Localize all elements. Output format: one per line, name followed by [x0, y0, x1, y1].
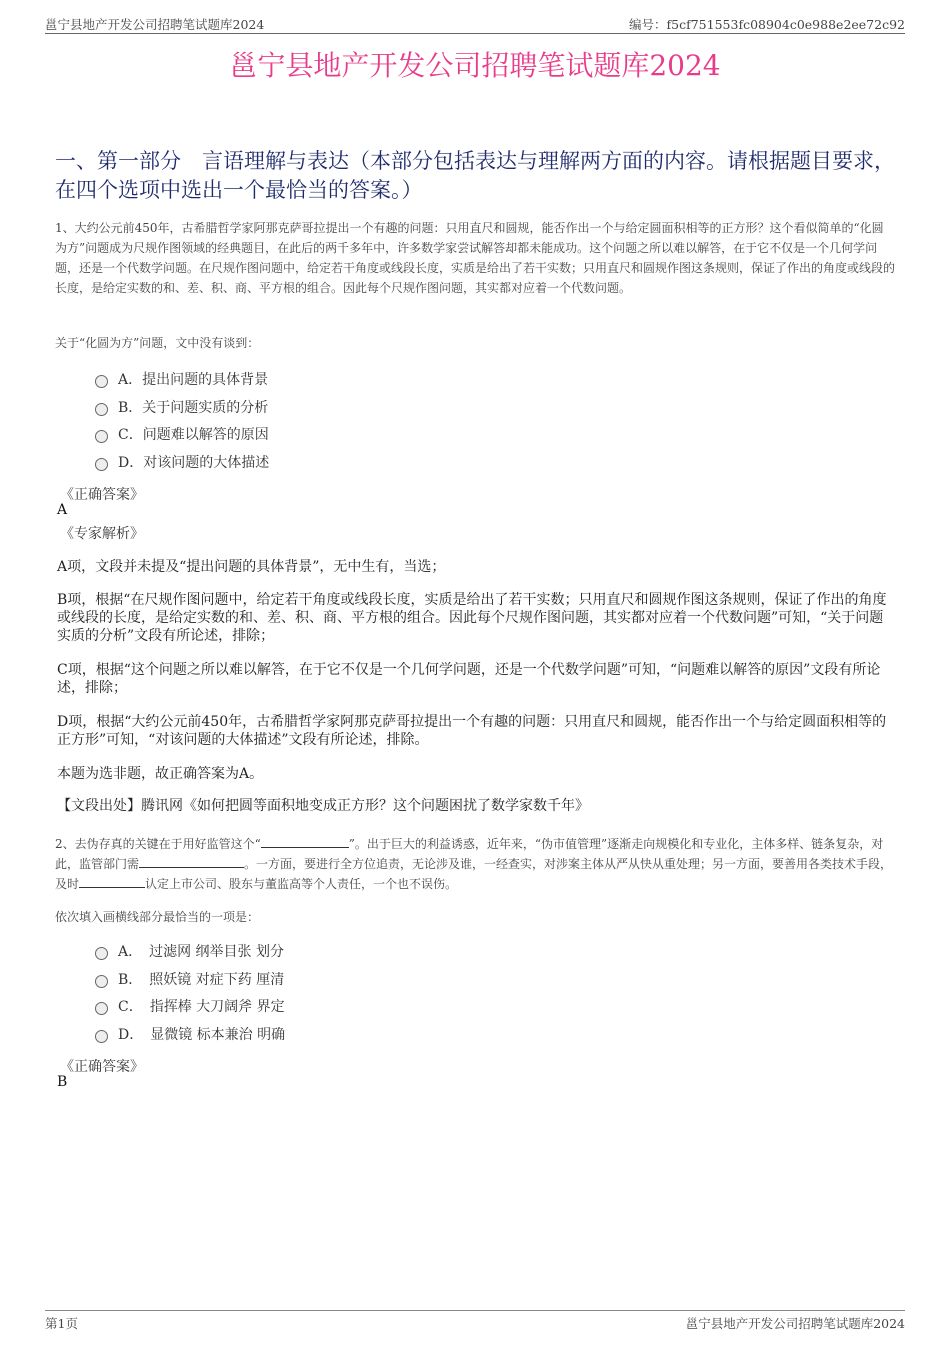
option-label: C．问题难以解答的原因	[118, 427, 269, 443]
question-2-option-a[interactable]	[95, 940, 284, 962]
question-1-option-c[interactable]	[95, 423, 269, 445]
question-2-prompt: 依次填入画横线部分最恰当的一项是：	[55, 910, 260, 924]
question-1-passage: 1、大约公元前450年，古希腊哲学家阿那克萨哥拉提出一个有趣的问题：只用直尺和圆规，能否作出一个与给定圆面积相等的正方形？这个看似简单的“化圆为方”问题成为尺规作图领域的经典题目，在此后的两千多年中，许多数学家尝试解答却都未能成功。这个问题之所以难以解答，在于它不仅是一个几何学问题，还是一个代数学问题。在尺规作图问题中，给定若干角度或线段长度，实质是给出了若干实数；只用直尺和圆规作图这条规则，保证了作出的角度或线段的长度，是给定实数的和、差、积、商、平方根的组合。因此每个尺规作图问题，其实都对应着一个代数问题。	[55, 221, 896, 295]
question-2-option-c[interactable]	[95, 995, 285, 1017]
question-2-answer: B	[57, 1074, 68, 1090]
option-label: D．对该问题的大体描述	[118, 455, 270, 471]
question-2-passage	[55, 834, 895, 894]
question-1-option-b[interactable]	[95, 396, 268, 418]
radio-icon[interactable]	[95, 1002, 108, 1015]
question-2-option-b[interactable]	[95, 968, 284, 990]
option-label: A．提出问题的具体背景	[118, 372, 269, 388]
header-doc-title: 邕宁县地产开发公司招聘笔试题库2024	[45, 17, 265, 32]
question-1-prompt: 关于“化圆为方”问题，文中没有谈到：	[55, 336, 260, 350]
question-1-option-d[interactable]	[95, 451, 269, 473]
question-1-option-a[interactable]	[95, 368, 268, 390]
footer-doc-title: 邕宁县地产开发公司招聘笔试题库2024	[685, 1316, 905, 1331]
radio-icon[interactable]	[95, 375, 108, 388]
analysis-conclusion: 本题为选非题，故正确答案为A。	[57, 766, 264, 782]
footer-divider	[45, 1310, 905, 1311]
analysis-paragraph-b: B项，根据“在尺规作图问题中，给定若干角度或线段长度，实质是给出了若干实数；只用直尺和圆规作图这条规则，保证了作出的角度或线段的长度，是给定实数的和、差、积、商、平方根的组合。因此每个尺规作图问题，其实都对应着一个代数问题”可知，“关于问题实质的分析”文段有所论述，排除；	[57, 592, 887, 644]
option-label: A． 过滤网 纲举目张 划分	[118, 944, 285, 960]
fill-blank-2	[139, 855, 244, 868]
header-divider	[45, 33, 905, 34]
passage-part-3: 。一方面，要进行全方位追责，无论涉及谁，一经查实，对涉案主体从严从快从重处理；另一方面，要善用各类技术手段，及时	[55, 857, 893, 891]
option-label: D． 显微镜 标本兼治 明确	[118, 1027, 286, 1043]
analysis-paragraph-d: D项，根据“大约公元前450年，古希腊哲学家阿那克萨哥拉提出一个有趣的问题：只用直尺和圆规，能否作出一个与给定圆面积相等的正方形”可知，“对该问题的大体描述”文段有所论述，排除。	[57, 714, 887, 748]
page-title: 邕宁县地产开发公司招聘笔试题库2024	[229, 49, 721, 82]
question-2-option-d[interactable]	[95, 1023, 285, 1045]
section-heading: 一、第一部分 言语理解与表达（本部分包括表达与理解两方面的内容。请根据题目要求，在四个选项中选出一个最恰当的答案。）	[55, 149, 895, 202]
radio-icon[interactable]	[95, 1030, 108, 1043]
passage-part-2: ”。出于巨大的利益诱惑，近年来，“伪市值管理”逐渐走向规模化和专业化，主体多样、链条复杂，对此，监管部门需	[55, 837, 884, 871]
option-label: B．关于问题实质的分析	[118, 400, 269, 416]
analysis-source: 【文段出处】腾讯网《如何把圆等面积地变成正方形？这个问题困扰了数学家数千年》	[57, 798, 589, 814]
fill-blank-3	[79, 875, 145, 888]
radio-icon[interactable]	[95, 947, 108, 960]
question-1-answer: A	[57, 502, 68, 518]
analysis-paragraph-a: A项，文段并未提及“提出问题的具体背景”，无中生有，当选；	[57, 559, 446, 575]
radio-icon[interactable]	[95, 403, 108, 416]
passage-part-1: 2、去伪存真的关键在于用好监管这个“	[55, 837, 261, 851]
radio-icon[interactable]	[95, 430, 108, 443]
page-number: 第1页	[45, 1316, 78, 1331]
header-doc-id: 编号：f5cf751553fc08904c0e988e2ee72c92	[629, 17, 905, 32]
radio-icon[interactable]	[95, 458, 108, 471]
option-label: B． 照妖镜 对症下药 厘清	[118, 972, 285, 988]
option-label: C． 指挥棒 大刀阔斧 界定	[118, 999, 285, 1015]
question-1-analysis-label: 《专家解析》	[60, 526, 144, 542]
fill-blank-1	[261, 835, 349, 848]
radio-icon[interactable]	[95, 975, 108, 988]
question-1-answer-label: 《正确答案》	[60, 487, 144, 503]
analysis-paragraph-c: C项，根据“这个问题之所以难以解答，在于它不仅是一个几何学问题，还是一个代数学问题”可知，“问题难以解答的原因”文段有所论述，排除；	[57, 662, 881, 696]
question-2-answer-label: 《正确答案》	[60, 1059, 144, 1075]
passage-part-4: 认定上市公司、股东与董监高等个人责任，一个也不误伤。	[145, 877, 458, 891]
